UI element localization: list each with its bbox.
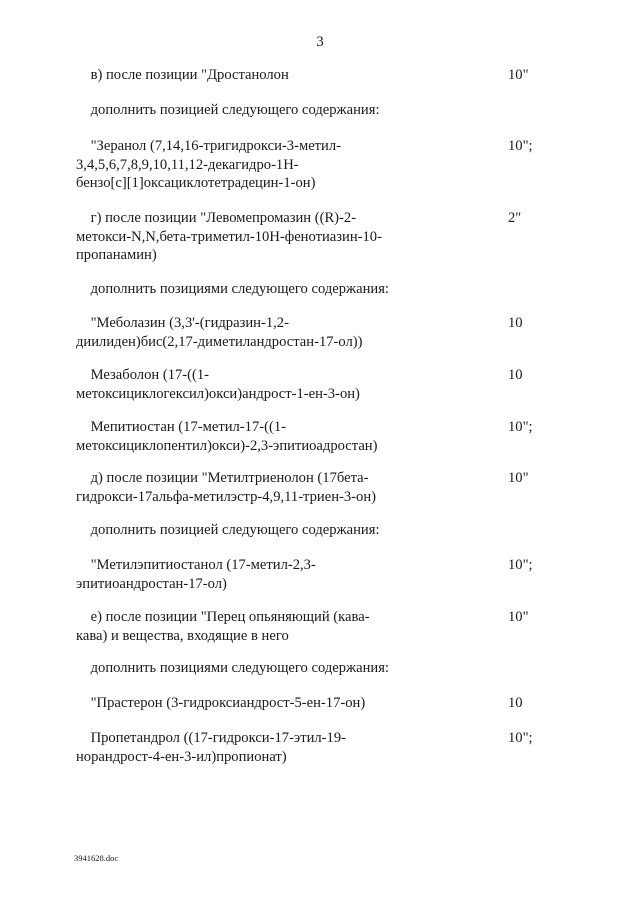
entry-text: "Метилэпитиостанол (17-метил-2,3- эпитиоандростан-17-ол) bbox=[76, 557, 316, 592]
entry-value: 10"; bbox=[508, 730, 533, 746]
entry-text: дополнить позициями следующего содержания: bbox=[76, 281, 389, 297]
page-number: 3 bbox=[316, 34, 324, 50]
entry-text: Пропетандрол ((17-гидрокси-17-этил-19- норандрост-4-ен-3-ил)пропионат) bbox=[76, 730, 346, 765]
entry-value: 10" bbox=[508, 470, 529, 486]
entry-text: г) после позиции "Левомепромазин ((R)-2- метокси-N,N,бета-триметил-10Н-фенотиазин-10- пропанамин) bbox=[76, 210, 382, 263]
entry-text: д) после позиции "Метилтриенолон (17бета- гидрокси-17альфа-метилэстр-4,9,11-триен-3-он) bbox=[76, 470, 376, 505]
entry-value: 10 bbox=[508, 315, 523, 331]
entry-text: дополнить позициями следующего содержания: bbox=[76, 660, 389, 676]
entry-value: 10"; bbox=[508, 419, 533, 435]
entry-value: 10"; bbox=[508, 138, 533, 154]
entry-text: е) после позиции "Перец опьяняющий (кава- кава) и вещества, входящие в него bbox=[76, 609, 370, 644]
entry-text: дополнить позицией следующего содержания: bbox=[76, 102, 380, 118]
entry-value: 10" bbox=[508, 609, 529, 625]
entry-value: 10 bbox=[508, 367, 523, 383]
entry-value: 10" bbox=[508, 67, 529, 83]
entry-text: дополнить позицией следующего содержания: bbox=[76, 522, 380, 538]
entry-value: 2" bbox=[508, 210, 522, 226]
entry-value: 10"; bbox=[508, 557, 533, 573]
entry-text: в) после позиции "Дростанолон bbox=[76, 67, 289, 83]
entry-text: "Зеранол (7,14,16-тригидрокси-3-метил- 3,4,5,6,7,8,9,10,11,12-декагидро-1Н- бензо[c][1]оксациклотетрадецин-1-он) bbox=[76, 138, 342, 191]
entry-text: "Прастерон (3-гидроксиандрост-5-ен-17-он) bbox=[76, 695, 366, 711]
document-filename: 3941628.doc bbox=[74, 853, 119, 863]
entry-text: Мепитиостан (17-метил-17-((1- метоксициклопентил)окси)-2,3-эпитиоадростан) bbox=[76, 419, 378, 454]
entry-value: 10 bbox=[508, 695, 523, 711]
entry-text: Мезаболон (17-((1- метоксициклогексил)окси)андрост-1-ен-3-он) bbox=[76, 367, 360, 402]
entry-text: "Меболазин (3,3'-(гидразин-1,2- диилиден)бис(2,17-диметиландростан-17-ол)) bbox=[76, 315, 363, 350]
